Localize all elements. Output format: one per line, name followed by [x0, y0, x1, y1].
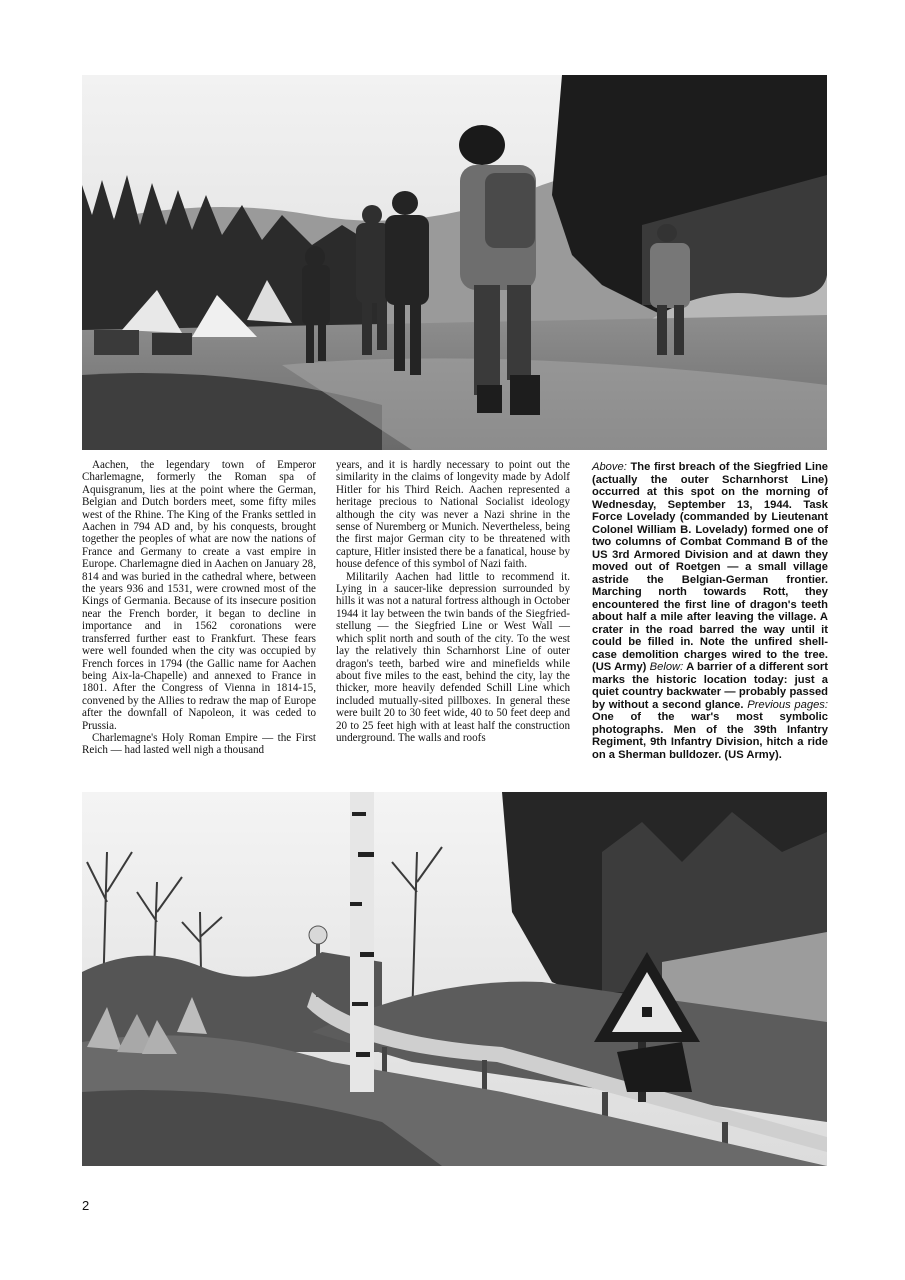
body-column-2: [336, 459, 570, 744]
caption-above-text: The first breach of the Siegfried Line (actually the outer Scharnhorst Line) occurred at this spot on the morning of Wednesday, September 13, 1944. Task Force Lovelady (commanded by Lieutenant Colonel William B. Lovelady) formed one of two columns of Combat Command B of the US 3rd Armored Division and at dawn they moved out of Roetgen — a small village astride the Belgian-German frontier. Marching north towards Rott, they encountered the first line of dragon's teeth about half a mile after leaving the village. A crater in the road barred the way until it could be filled in. Note the unfired shell-case demolition charges wired to the tree. (US Army): [592, 461, 828, 673]
body-column-1: [82, 459, 316, 757]
caption-previous-text: One of the war's most symbolic photographs. Men of the 39th Infantry Regiment, 9th Infantry Division, hitch a ride on a Sherman bulldozer. (US Army).: [592, 711, 828, 761]
photo-caption: [592, 461, 828, 761]
caption-below-text: A barrier of a different sort marks the historic location today: just a quiet country backwater — probably passed by without a second glance.: [592, 661, 829, 711]
body-paragraph: years, and it is hardly necessary to point out the similarity in the claims of longevity made by Adolf Hitler for his Third Reich. Aachen represented a heritage precious to National Socialist ideology although the city was never a Nazi shrine in the sense of Nuremberg or Munich. Nevertheless, being the first major German city to be threatened with capture, Hitler insisted there be a fanatical, house by house defence of this symbol of Nazi faith.: [336, 459, 570, 571]
photo-bottom-image: [82, 792, 827, 1166]
body-paragraph: Militarily Aachen had little to recommend it. Lying in a saucer-like depression surrounded by hills it was not a natural fortress although in October 1944 it lay between the twin bands of the Siegfried-stellung — the Siegfried Line or West Wall — which split north and south of the city. To the west lay the relatively thin Scharnhorst Line of outer dragon's teeth, barbed wire and minefields while about five miles to the east, behind the city, lay the thicker, more heavily defended Schill Line which included mutually-sited pillboxes. In general these were built 20 to 30 feet wide, 40 to 50 feet deep and 20 to 25 feet high with at least half the construction underground. The walls and roofs: [336, 570, 570, 744]
caption-below-label: Below:: [649, 661, 684, 673]
page-number: 2: [82, 1198, 90, 1213]
photo-bottom: [82, 792, 827, 1166]
body-paragraph: Aachen, the legendary town of Emperor Charlemagne, formerly the Roman spa of Aquisgranum, lies at the point where the German, Belgian and Dutch borders meet, some fifty miles west of the Rhine. The King of the Franks settled in Aachen in 794 AD and, by his conquests, brought together the peoples of what are now the nations of France and Germany to create a vast empire in Europe. Charlemagne died in Aachen on January 28, 814 and was buried in the cathedral where, between the years 936 and 1531, were crowned most of the Kings of Germania. Because of its insecure position near the French border, it began to decline in importance and in 1562 coronations were transferred further east to Frankfurt. These fears were well founded when the city was occupied by French forces in 1794 (the Gallic name for Aachen being Aix-la-Chapelle) and annexed to France in 1801. After the Congress of Vienna in 1814-15, convened by the Allies to redraw the map of Europe after the downfall of Napoleon, it was ceded to Prussia.: [82, 459, 316, 732]
caption-previous-label: Previous pages:: [747, 698, 828, 711]
photo-top-image: [82, 75, 827, 450]
body-paragraph: Charlemagne's Holy Roman Empire — the First Reich — had lasted well nigh a thousand: [82, 731, 316, 757]
photo-top: [82, 75, 827, 450]
caption-above-label: Above:: [592, 461, 627, 473]
